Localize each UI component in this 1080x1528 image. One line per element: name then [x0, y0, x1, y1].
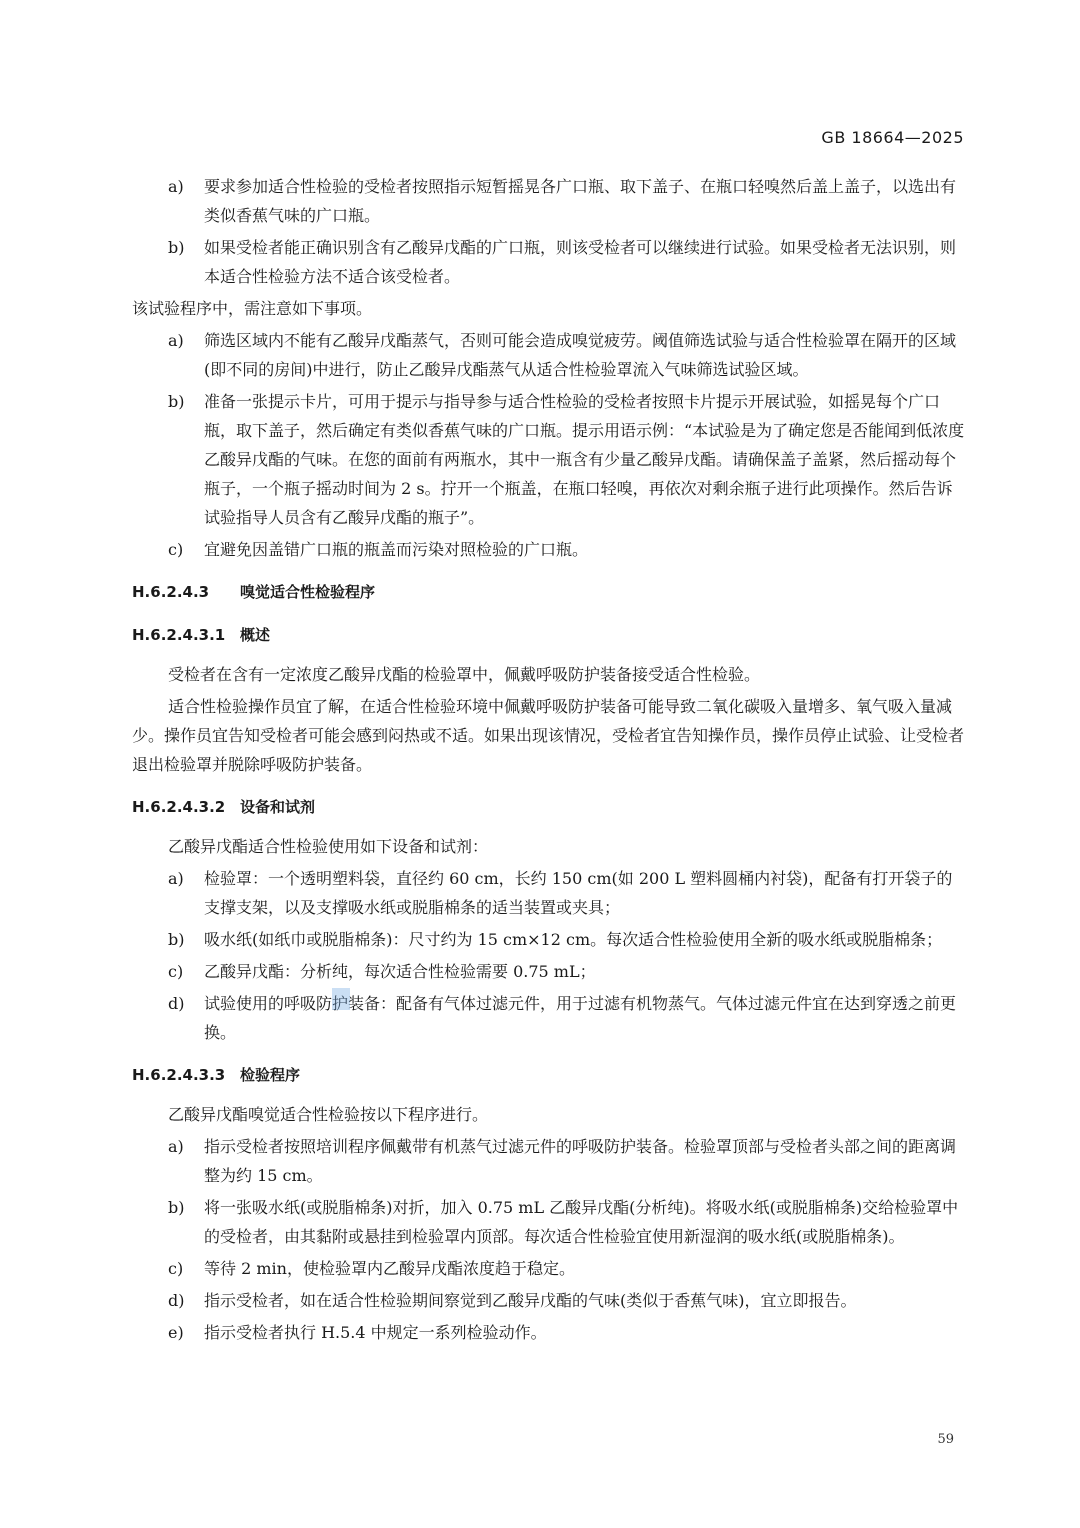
paragraph: 该试验程序中，需注意如下事项。: [132, 299, 373, 318]
list-item-text: 将一张吸水纸(或脱脂棉条)对折，加入 0.75 mL 乙酸异戊酯(分析纯)。将吸水纸(或脱脂棉条)交给检验罩中的受检者，由其黏附或悬挂到检验罩内顶部。每次适合性检验宜使用新湿润的吸水纸(或脱脂棉条)。: [204, 1198, 959, 1246]
list-item-text: 指示受检者按照培训程序佩戴带有机蒸气过滤元件的呼吸防护装备。检验罩顶部与受检者头部之间的距离调整为约 15 cm。: [204, 1137, 957, 1185]
paragraph: 适合性检验操作员宜了解，在适合性检验环境中佩戴呼吸防护装备可能导致二氧化碳吸入量增多、氧气吸入量减少。操作员宜告知受检者可能会感到闷热或不适。如果出现该情况，受检者宜告知操作员，操作员停止试验、让受检者退出检验罩并脱除呼吸防护装备。: [132, 697, 965, 774]
section-title: 概述: [240, 626, 271, 644]
list-item: [132, 1132, 968, 1190]
document-standard-number: GB 18664—2025: [821, 128, 964, 147]
list-item-text: 指示受检者，如在适合性检验期间察觉到乙酸异戊酯的气味(类似于香蕉气味)，宜立即报告。: [204, 1291, 857, 1310]
list-item-marker: c): [168, 1259, 184, 1278]
list-item-text: 要求参加适合性检验的受检者按照指示短暂摇晃各广口瓶、取下盖子、在瓶口轻嗅然后盖上盖子，以选出有类似香蕉气味的广口瓶。: [204, 177, 957, 225]
list-item: [132, 233, 968, 291]
section-number: H.6.2.4.3.3: [132, 1066, 226, 1084]
list-item: [132, 989, 968, 1047]
list-item-text: 检验罩：一个透明塑料袋，直径约 60 cm，长约 150 cm(如 200 L 塑料圆桶内衬袋)，配备有打开袋子的支撑支架，以及支撑吸水纸或脱脂棉条的适当装置或夹具；: [204, 869, 953, 917]
list-item: [132, 326, 968, 384]
list-item-marker: a): [168, 869, 184, 888]
paragraph: 乙酸异戊酯嗅觉适合性检验按以下程序进行。: [168, 1105, 489, 1124]
list-item-marker: a): [168, 177, 184, 196]
watermark-mark: [332, 988, 350, 1010]
list-item-text: 准备一张提示卡片，可用于提示与指导参与适合性检验的受检者按照卡片提示开展试验，如摇晃每个广口瓶，取下盖子，然后确定有类似香蕉气味的广口瓶。提示用语示例：“本试验是为了确定您是否能闻到低浓度乙酸异戊酯的气味。在您的面前有两瓶水，其中一瓶含有少量乙酸异戊酯。请确保盖子盖紧，然后摇动每个瓶子，一个瓶子摇动时间为 2 s。拧开一个瓶盖，在瓶口轻嗅，再依次对剩余瓶子进行此项操作。然后告诉试验指导人员含有乙酸异戊酯的瓶子”。: [204, 392, 965, 527]
section-heading: [132, 621, 968, 650]
list-item-marker: a): [168, 1137, 184, 1156]
list-item: [132, 387, 968, 532]
list-item-text: 宜避免因盖错广口瓶的瓶盖而污染对照检验的广口瓶。: [204, 540, 589, 559]
list-item-marker: b): [168, 392, 185, 411]
list-item-marker: d): [168, 994, 185, 1013]
list-item-text: 吸水纸(如纸巾或脱脂棉条)：尺寸约为 15 cm×12 cm。每次适合性检验使用全新的吸水纸或脱脂棉条；: [204, 930, 943, 949]
list-item: [132, 535, 968, 564]
section-number: H.6.2.4.3.2: [132, 798, 226, 816]
list-item-text: 如果受检者能正确识别含有乙酸异戊酯的广口瓶，则该受检者可以继续进行试验。如果受检者无法识别，则本适合性检验方法不适合该受检者。: [204, 238, 957, 286]
list-item: [132, 957, 968, 986]
list-item: [132, 172, 968, 230]
section-number: H.6.2.4.3.1: [132, 626, 226, 644]
section-heading: [132, 1061, 968, 1090]
list-item-text: 等待 2 min，使检验罩内乙酸异戊酯浓度趋于稳定。: [204, 1259, 575, 1278]
list-item: [132, 864, 968, 922]
list-item-marker: c): [168, 962, 184, 981]
list-item-marker: c): [168, 540, 184, 559]
list-item-marker: d): [168, 1291, 185, 1310]
list-item: [132, 1254, 968, 1283]
list-item-text: 筛选区域内不能有乙酸异戊酯蒸气，否则可能会造成嗅觉疲劳。阈值筛选试验与适合性检验罩在隔开的区域(即不同的房间)中进行，防止乙酸异戊酯蒸气从适合性检验罩流入气味筛选试验区域。: [204, 331, 957, 379]
section-title: 检验程序: [240, 1066, 301, 1084]
section-heading: [132, 578, 968, 607]
paragraph: 乙酸异戊酯适合性检验使用如下设备和试剂：: [168, 837, 489, 856]
paragraph: 受检者在含有一定浓度乙酸异戊酯的检验罩中，佩戴呼吸防护装备接受适合性检验。: [168, 665, 761, 684]
list-item-marker: b): [168, 1198, 185, 1217]
list-item-text: 试验使用的呼吸防护装备：配备有气体过滤元件，用于过滤有机物蒸气。气体过滤元件宜在达到穿透之前更换。: [204, 994, 957, 1042]
section-title: 设备和试剂: [240, 798, 316, 816]
section-title: 嗅觉适合性检验程序: [240, 583, 376, 601]
section-number: H.6.2.4.3: [132, 583, 210, 601]
list-item: [132, 1193, 968, 1251]
list-item-marker: b): [168, 930, 185, 949]
list-item-marker: e): [168, 1323, 184, 1342]
list-item-marker: a): [168, 331, 184, 350]
list-item: [132, 1318, 968, 1347]
page-number: 59: [937, 1432, 954, 1447]
document-body: [132, 172, 968, 1350]
list-item-marker: b): [168, 238, 185, 257]
list-item: [132, 925, 968, 954]
section-heading: [132, 793, 968, 822]
list-item-text: 乙酸异戊酯：分析纯，每次适合性检验需要 0.75 mL；: [204, 962, 596, 981]
list-item: [132, 1286, 968, 1315]
list-item-text: 指示受检者执行 H.5.4 中规定一系列检验动作。: [204, 1323, 547, 1342]
